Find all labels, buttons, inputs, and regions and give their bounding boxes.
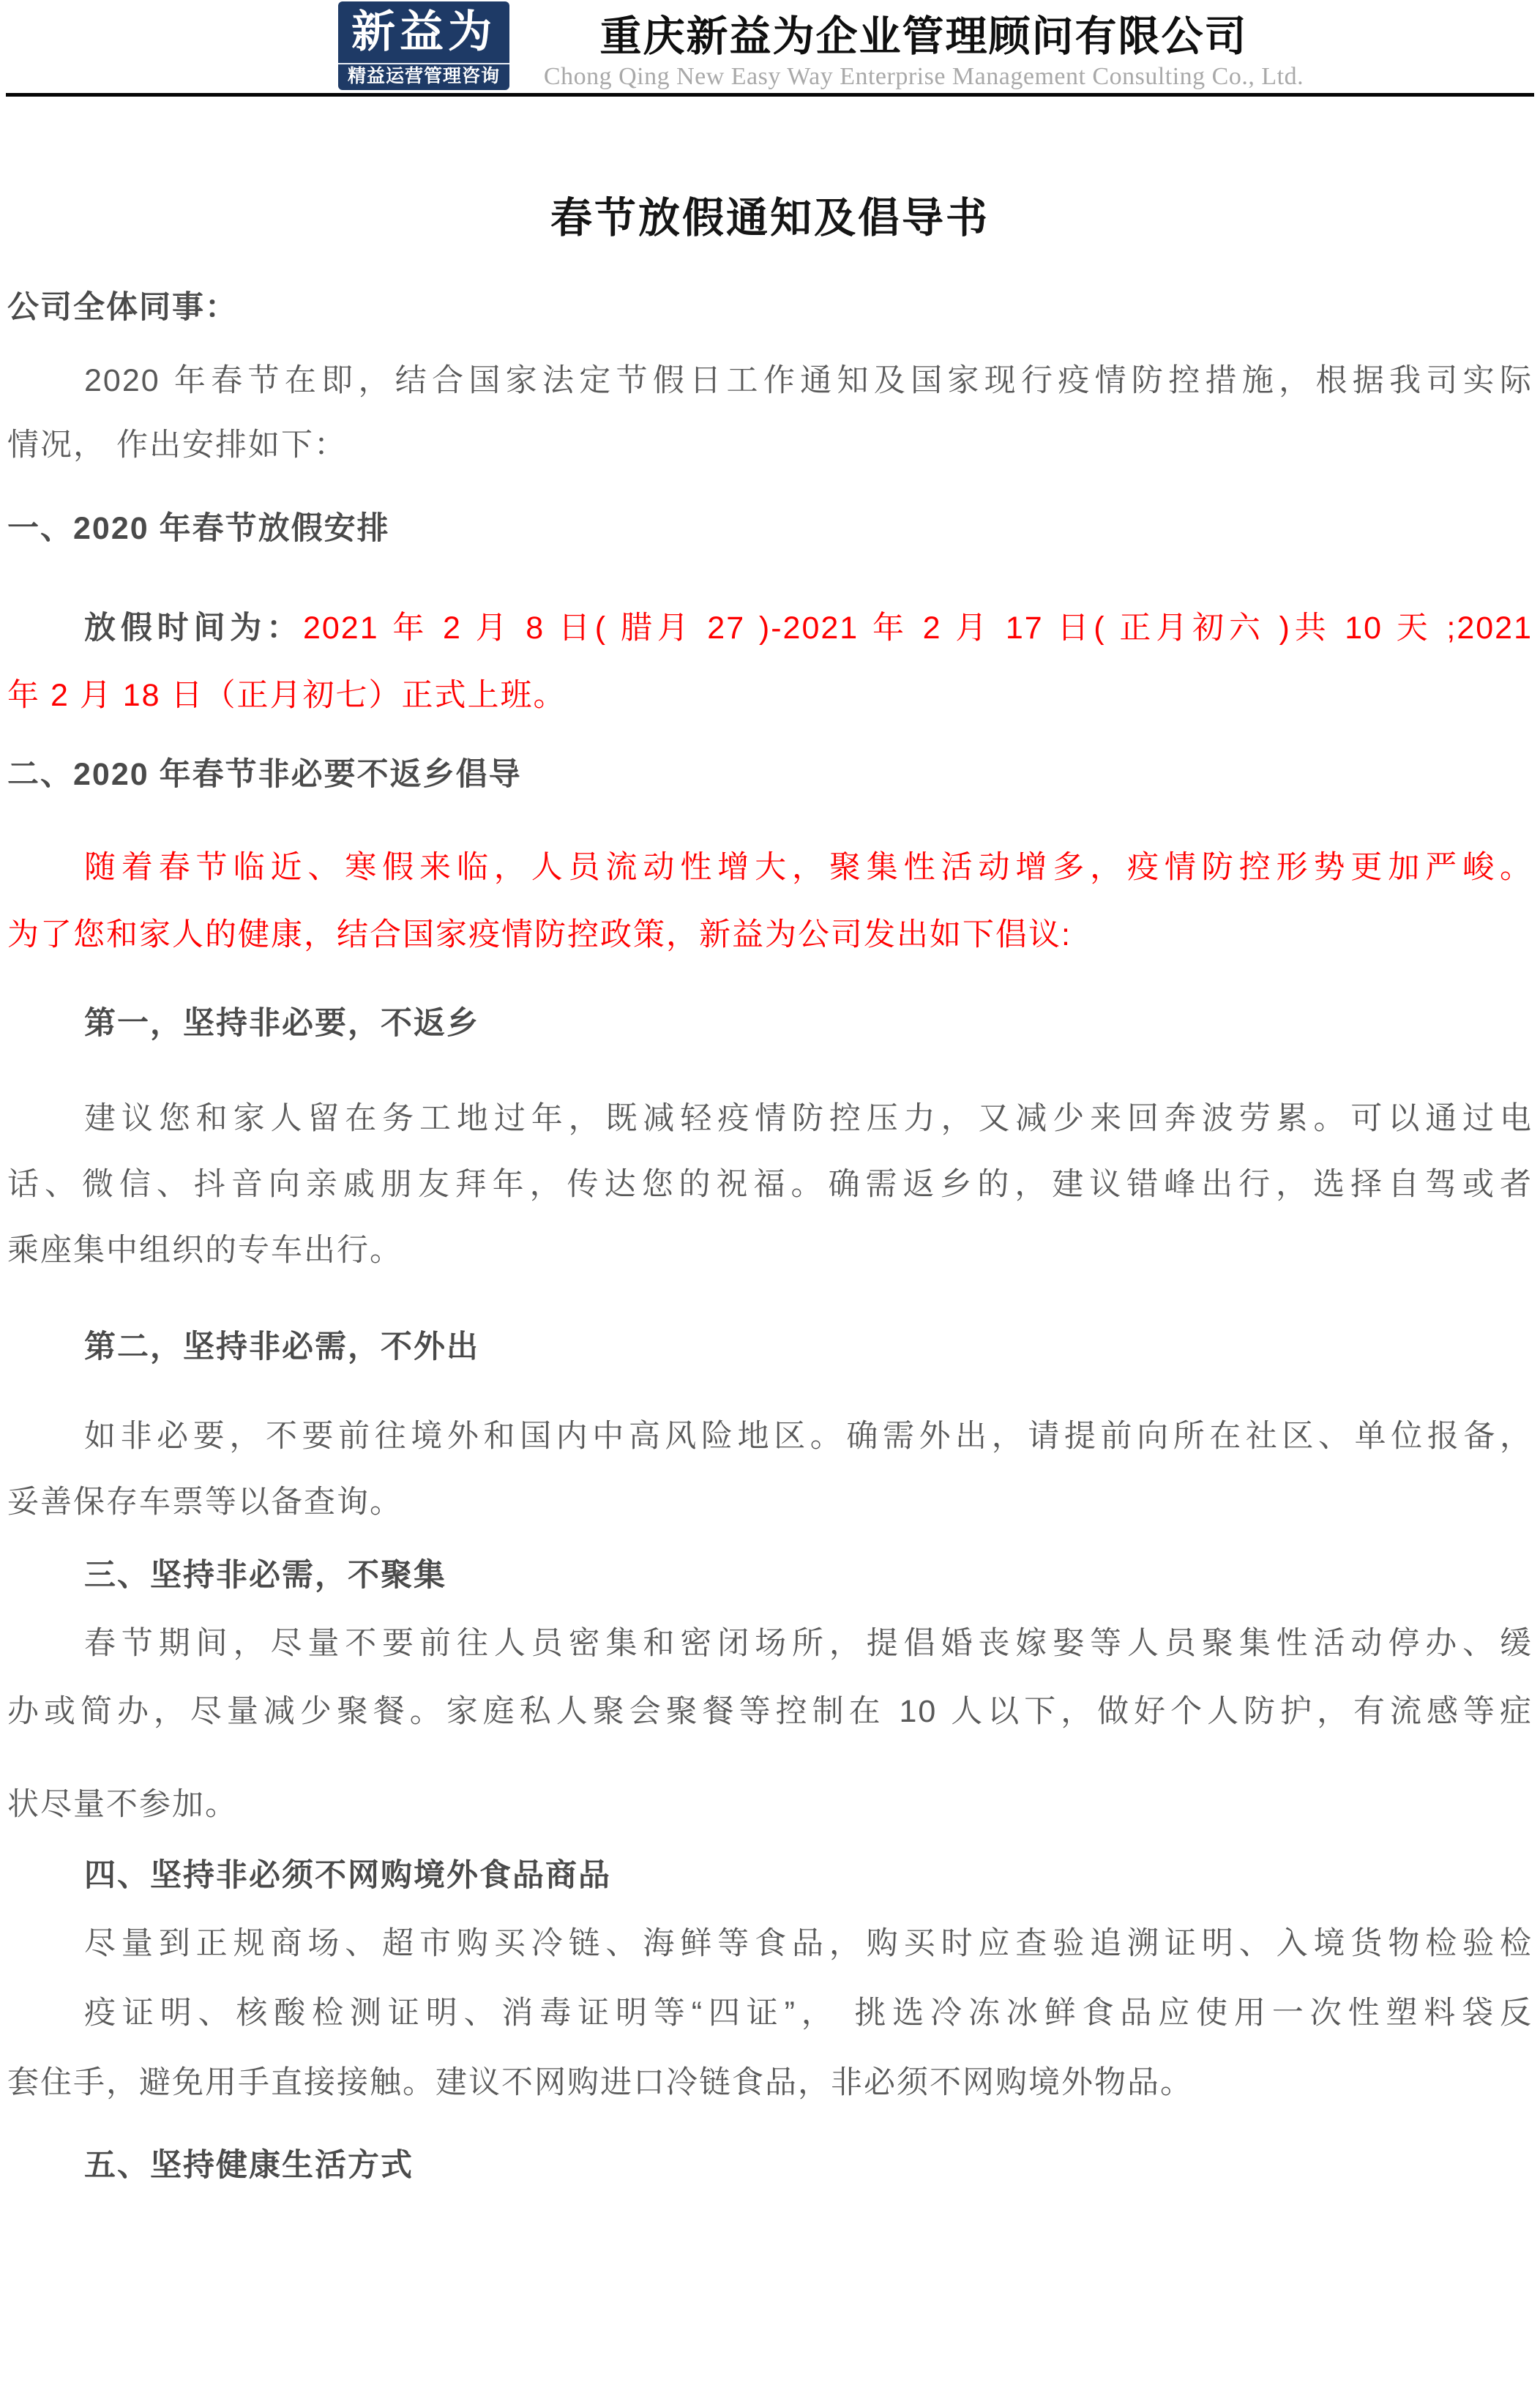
text-segment: 套住手，避免用手直接接触。建议不网购进口冷链食品，非必须不网购境外物品。 bbox=[7, 2065, 1193, 2100]
text-segment: 一、2020 年春节放假安排 bbox=[7, 511, 390, 546]
text-segment: 三、坚持非必需，不聚集 bbox=[84, 1558, 446, 1593]
sub-heading-3 bbox=[7, 1540, 1533, 1611]
para-3-line-3 bbox=[7, 1769, 1533, 1840]
red-advocacy-line-1 bbox=[7, 832, 1533, 903]
text-segment: 情况， 作出安排如下： bbox=[7, 428, 347, 463]
text-segment: 二、2020 年春节非必要不返乡倡导 bbox=[7, 757, 522, 792]
text-segment: 五、坚持健康生活方式 bbox=[84, 2148, 414, 2183]
section-2-heading bbox=[7, 739, 1533, 810]
header-divider bbox=[6, 93, 1534, 97]
para-1-line-3 bbox=[7, 1215, 1533, 1285]
text-segment: 四、坚持非必须不网购境外食品商品 bbox=[84, 1858, 611, 1893]
text-segment: 建议您和家人留在务工地过年，既减轻疫情防控压力，又减少来回奔波劳累。可以通过电 bbox=[84, 1101, 1533, 1136]
text-segment: 2020 年春节在即，结合国家法定节假日工作通知及国家现行疫情防控措施，根据我司实际 bbox=[84, 363, 1533, 398]
para-3-line-2 bbox=[7, 1676, 1533, 1747]
text-segment: 第一，坚持非必要，不返乡 bbox=[84, 1006, 479, 1041]
para-2-line-2 bbox=[7, 1467, 1533, 1537]
para-4-line-3 bbox=[7, 2048, 1533, 2118]
para-1-line-1 bbox=[7, 1083, 1533, 1154]
salutation bbox=[7, 272, 1533, 343]
text-segment: 为了您和家人的健康，结合国家疫情防控政策，新益为公司发出如下倡议: bbox=[7, 917, 1072, 952]
text-segment: 乘座集中组织的专车出行。 bbox=[7, 1233, 403, 1268]
text-segment: 状尽量不参加。 bbox=[7, 1787, 238, 1822]
text-segment: 公司全体同事： bbox=[7, 290, 238, 325]
para-4-line-2 bbox=[7, 1978, 1533, 2048]
text-segment: 年 2 月 18 日（正月初七）正式上班。 bbox=[7, 678, 567, 713]
text-segment: 2021 年 2 月 8 日( 腊月 27 )-2021 年 2 月 17 日( 正月初六 )共 10 天 ;2021 bbox=[302, 611, 1533, 646]
para-4-line-1 bbox=[7, 1908, 1533, 1979]
sub-heading-1 bbox=[7, 988, 1533, 1059]
text-segment: 春节期间，尽量不要前往人员密集和密闭场所，提倡婚丧嫁娶等人员聚集性活动停办、缓 bbox=[84, 1626, 1533, 1661]
text-segment: 话、微信、抖音向亲戚朋友拜年，传达您的祝福。确需返乡的，建议错峰出行，选择自驾或者 bbox=[7, 1167, 1533, 1202]
text-segment: 随着春节临近、寒假来临，人员流动性增大，聚集性活动增多，疫情防控形势更加严峻。 bbox=[84, 850, 1533, 885]
intro-line-1 bbox=[7, 346, 1533, 416]
text-segment: 尽量到正规商场、超市购买冷链、海鲜等食品，购买时应查验追溯证明、入境货物检验检 bbox=[84, 1926, 1533, 1961]
text-segment: 如非必要，不要前往境外和国内中高风险地区。确需外出，请提前向所在社区、单位报备， bbox=[84, 1419, 1533, 1454]
para-2-line-1 bbox=[7, 1401, 1533, 1471]
holiday-time-line-1 bbox=[7, 593, 1533, 663]
text-segment: 办或简办，尽量减少聚餐。家庭私人聚会聚餐等控制在 10 人以下，做好个人防护，有流感等症 bbox=[7, 1694, 1533, 1729]
text-segment: 第二，坚持非必需，不外出 bbox=[84, 1329, 479, 1365]
text-segment: 妥善保存车票等以备查询。 bbox=[7, 1485, 403, 1520]
document-title: 春节放假通知及倡导书 bbox=[550, 195, 990, 242]
company-name-cn: 重庆新益为企业管理顾问有限公司 bbox=[599, 13, 1248, 60]
para-1-line-2 bbox=[7, 1149, 1533, 1220]
section-1-heading bbox=[7, 493, 1533, 564]
holiday-time-line-2 bbox=[7, 660, 1533, 731]
sub-heading-4 bbox=[7, 1840, 1533, 1911]
para-3-line-1 bbox=[7, 1608, 1533, 1679]
text-segment: 放假时间为： bbox=[84, 611, 303, 646]
logo-sub-text: 精益运营管理咨询 bbox=[338, 63, 509, 89]
red-advocacy-line-2 bbox=[7, 900, 1533, 970]
logo-main-text: 新益为 bbox=[351, 7, 496, 56]
sub-heading-2 bbox=[7, 1312, 1533, 1382]
sub-heading-5 bbox=[7, 2130, 1533, 2201]
intro-line-2 bbox=[7, 410, 1533, 480]
company-name-en: Chong Qing New Easy Way Enterprise Management Consulting Co., Ltd. bbox=[543, 63, 1304, 90]
text-segment: 疫证明、核酸检测证明、消毒证明等“四证”， 挑选冷冻冰鲜食品应使用一次性塑料袋反 bbox=[84, 1996, 1533, 2031]
